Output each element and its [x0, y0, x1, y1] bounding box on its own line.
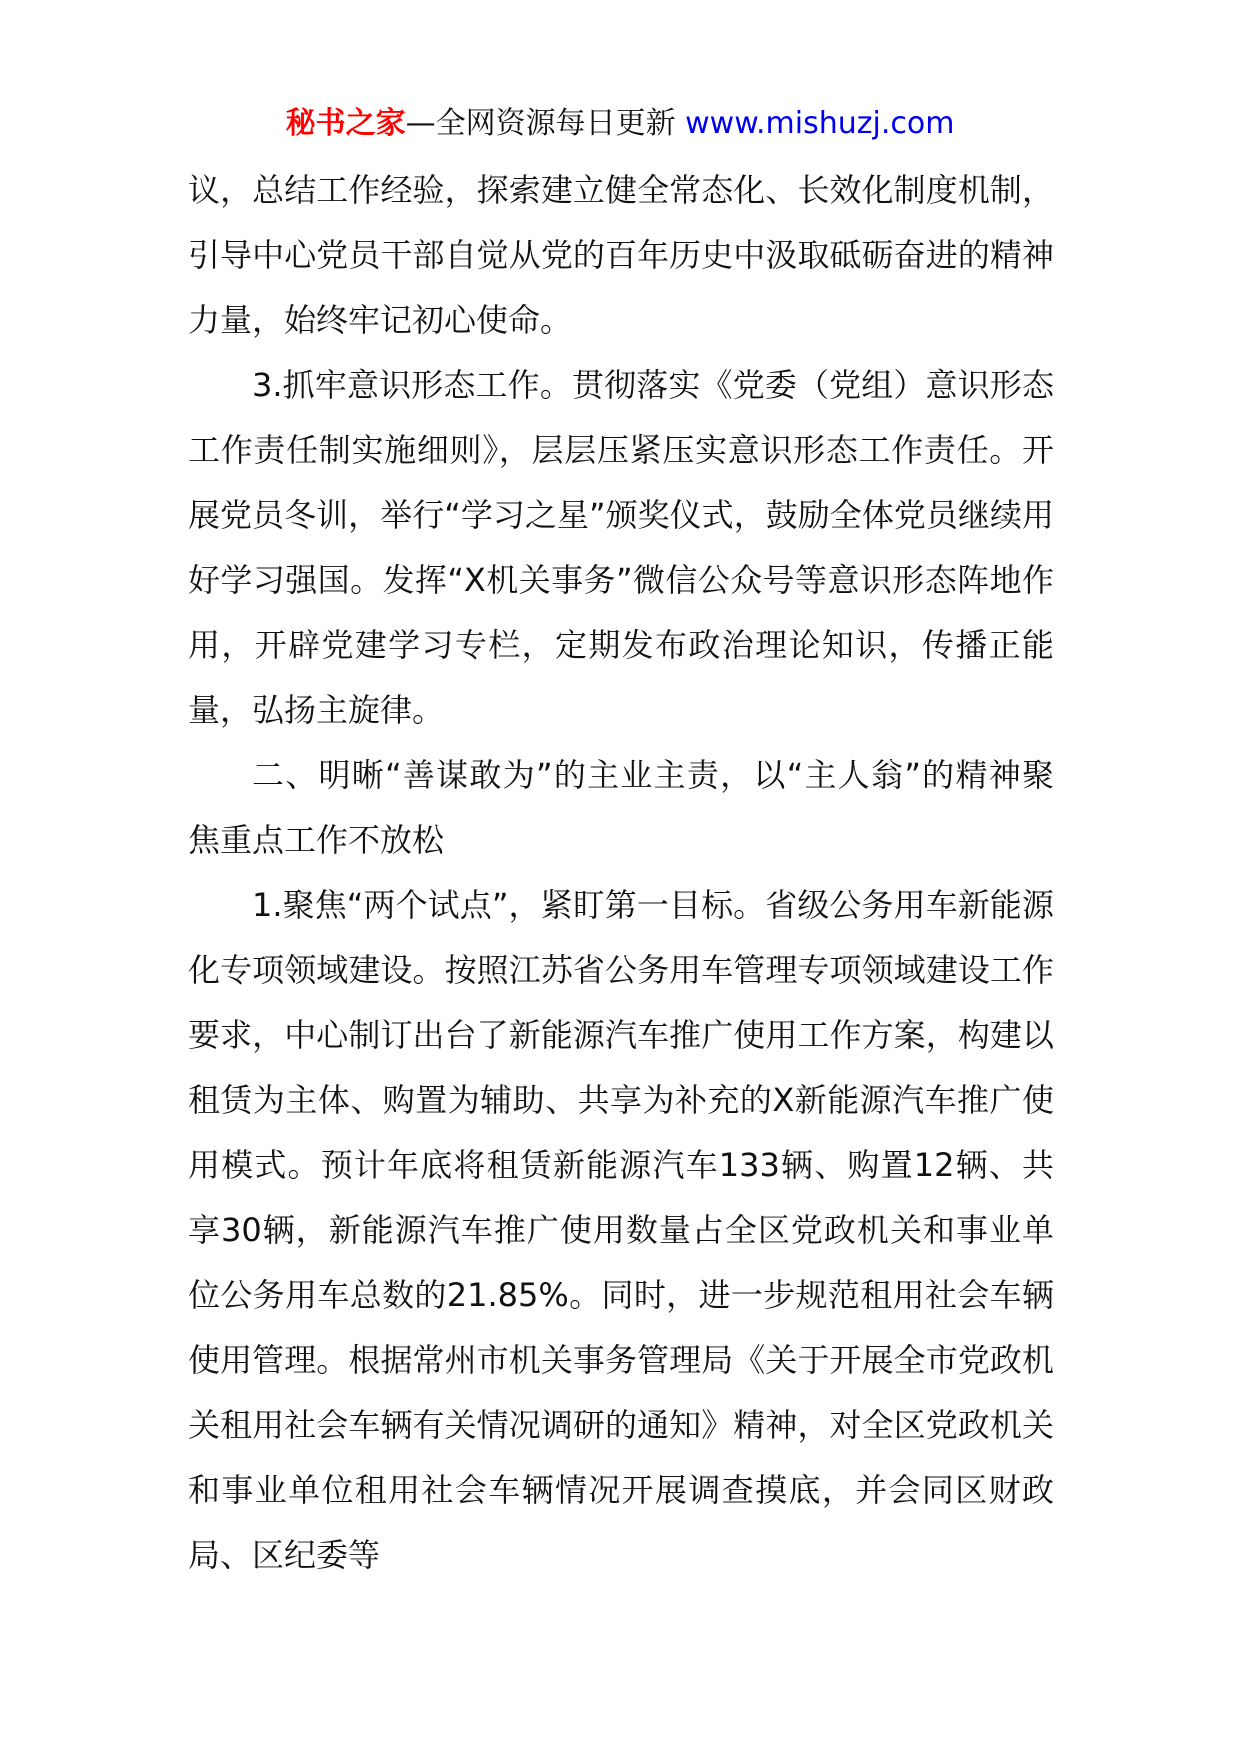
header-url-link[interactable]: www.mishuzj.com: [685, 106, 955, 141]
document-body: [188, 158, 1054, 1588]
header-brand: 秘书之家: [285, 106, 406, 141]
header-tagline: —全网资源每日更新: [405, 106, 676, 141]
paragraph-two-pilots: 1.聚焦“两个试点”，紧盯第一目标。省级公务用车新能源化专项领域建设。按照江苏省公务用车管理专项领域建设工作要求，中心制订出台了新能源汽车推广使用工作方案，构建以租赁为主体、购置为辅助、共享为补充的X新能源汽车推广使用模式。预计年底将租赁新能源汽车133辆、购置12辆、共享30辆，新能源汽车推广使用数量占全区党政机关和事业单位公务用车总数的21.85%。同时，进一步规范租用社会车辆使用管理。根据常州市机关事务管理局《关于开展全市党政机关租用社会车辆有关情况调研的通知》精神，对全区党政机关和事业单位租用社会车辆情况开展调查摸底，并会同区财政局、区纪委等: [188, 886, 1054, 1574]
section-heading-two: 二、明晰“善谋敢为”的主业主责，以“主人翁”的精神聚焦重点工作不放松: [188, 756, 1054, 859]
paragraph-continuation: 议，总结工作经验，探索建立健全常态化、长效化制度机制，引导中心党员干部自觉从党的百年历史中汲取砥砺奋进的精神力量，始终牢记初心使命。: [188, 171, 1054, 339]
paragraph-ideology-work: 3.抓牢意识形态工作。贯彻落实《党委（党组）意识形态工作责任制实施细则》，层层压紧压实意识形态工作责任。开展党员冬训，举行“学习之星”颁奖仪式，鼓励全体党员继续用好学习强国。发挥“X机关事务”微信公众号等意识形态阵地作用，开辟党建学习专栏，定期发布政治理论知识，传播正能量，弘扬主旋律。: [188, 366, 1054, 729]
page-header: [0, 100, 1240, 148]
